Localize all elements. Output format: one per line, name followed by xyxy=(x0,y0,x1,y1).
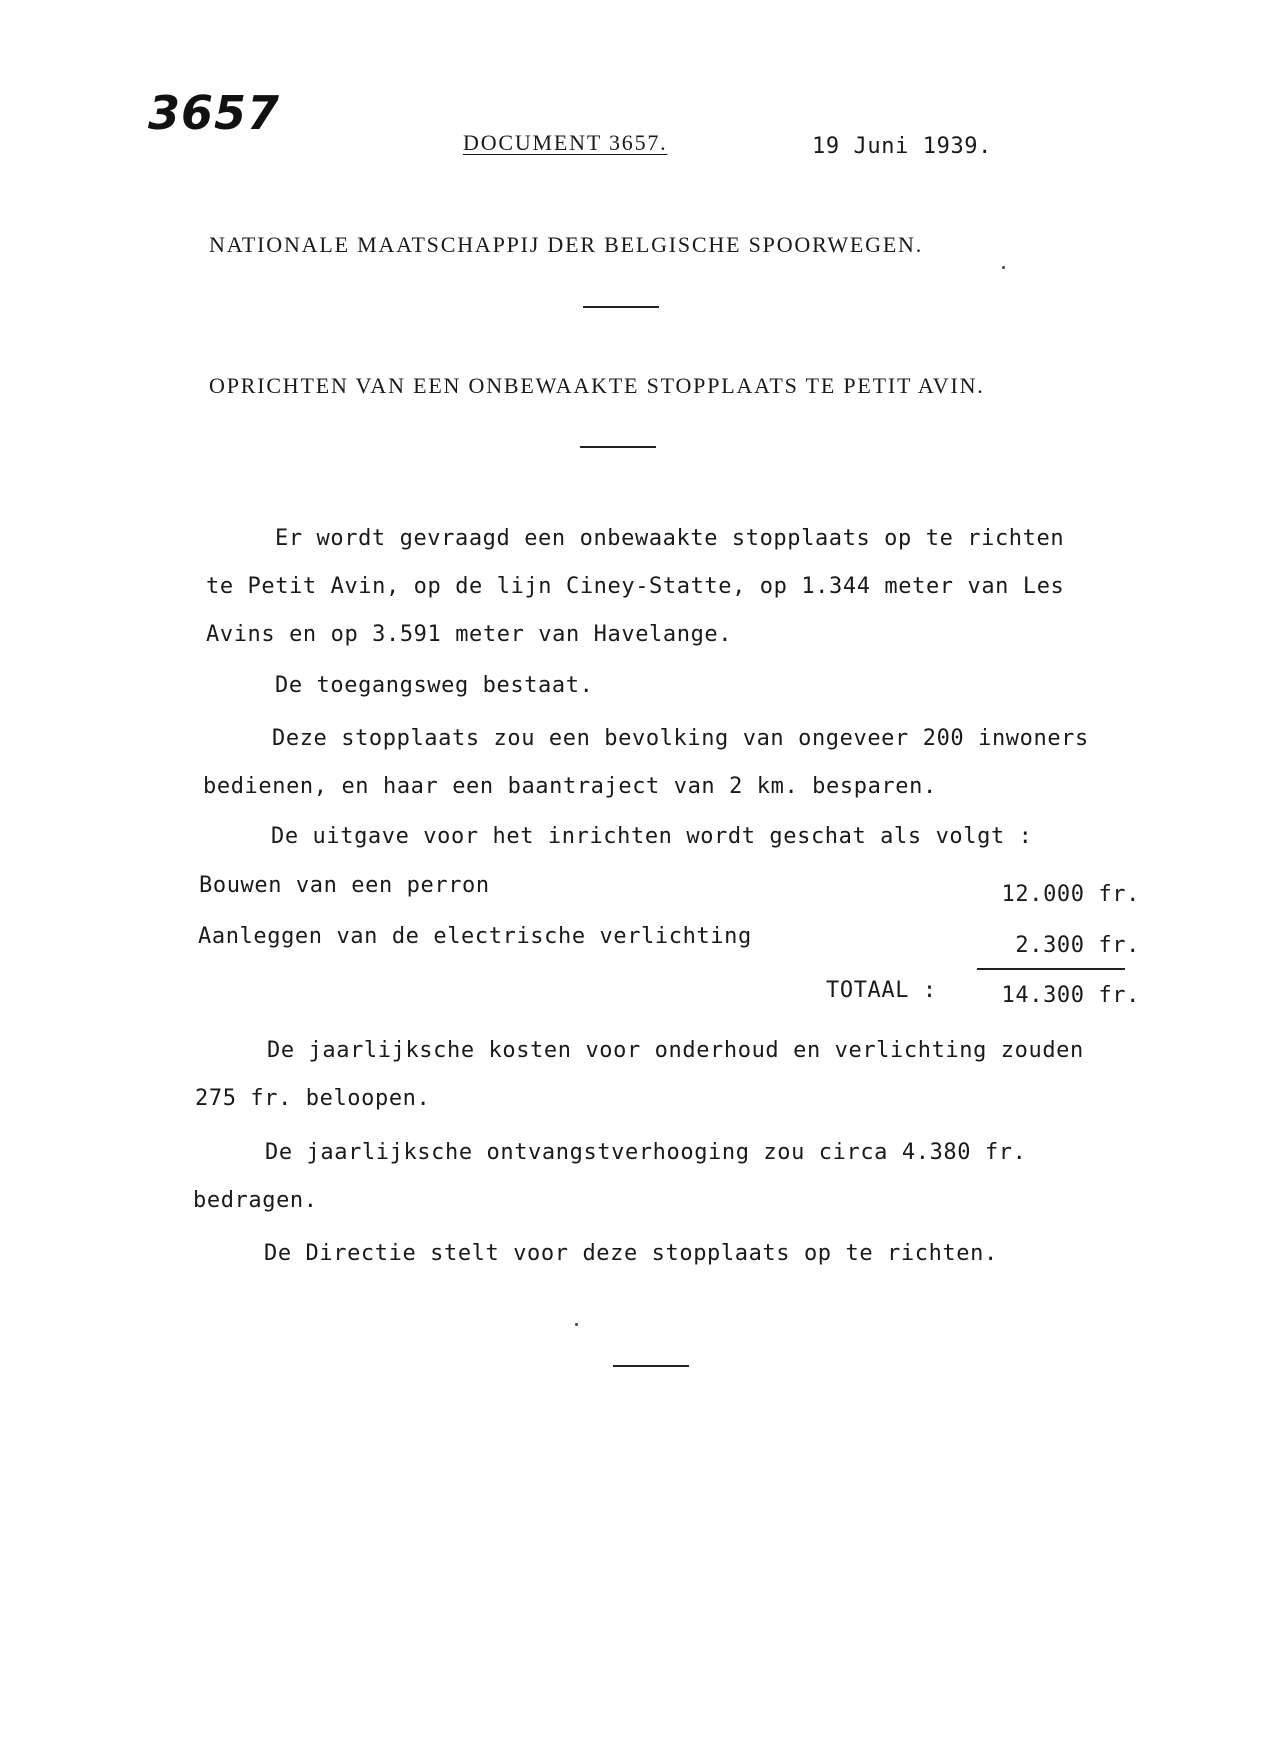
cost-item-amount: 2.300 fr. xyxy=(1015,933,1140,958)
total-rule xyxy=(977,968,1125,970)
document-number-stamp: 3657 xyxy=(148,86,281,140)
body-line: 275 fr. beloopen. xyxy=(195,1086,431,1111)
body-line: De jaarlijksche ontvangstverhooging zou circa 4.380 fr. xyxy=(265,1140,1027,1165)
body-line: te Petit Avin, op de lijn Ciney-Statte, op 1.344 meter van Les xyxy=(206,574,1065,599)
cost-item-label: Aanleggen van de electrische verlichting xyxy=(198,924,752,949)
body-line: Deze stopplaats zou een bevolking van ongeveer 200 inwoners xyxy=(272,726,1089,751)
closing-rule xyxy=(613,1365,689,1367)
separator-rule xyxy=(583,306,659,308)
document-date: 19 Juni 1939. xyxy=(812,134,992,159)
body-line: De Directie stelt voor deze stopplaats op te richten. xyxy=(264,1241,998,1266)
organisation-name: NATIONALE MAATSCHAPPIJ DER BELGISCHE SPOORWEGEN. xyxy=(209,232,924,257)
cost-item-amount: 12.000 fr. xyxy=(1001,882,1140,907)
body-line: bedragen. xyxy=(193,1188,318,1213)
document-label: DOCUMENT 3657. xyxy=(463,130,668,155)
ink-speck xyxy=(1002,266,1005,269)
body-line: Avins en op 3.591 meter van Havelange. xyxy=(206,622,733,647)
body-line: Er wordt gevraagd een onbewaakte stopplaats op te richten xyxy=(275,526,1065,551)
cost-item-label: Bouwen van een perron xyxy=(199,873,490,898)
body-line: De jaarlijksche kosten voor onderhoud en verlichting zouden xyxy=(267,1038,1084,1063)
document-subject: OPRICHTEN VAN EEN ONBEWAAKTE STOPPLAATS TE PETIT AVIN. xyxy=(209,373,985,398)
separator-rule xyxy=(580,446,656,448)
body-line: bedienen, en haar een baantraject van 2 km. besparen. xyxy=(203,774,937,799)
ink-speck xyxy=(575,1323,578,1326)
total-label: TOTAAL : xyxy=(826,978,937,1003)
total-amount: 14.300 fr. xyxy=(1001,983,1140,1008)
body-line: De uitgave voor het inrichten wordt geschat als volgt : xyxy=(271,824,1033,849)
body-line: De toegangsweg bestaat. xyxy=(275,673,594,698)
